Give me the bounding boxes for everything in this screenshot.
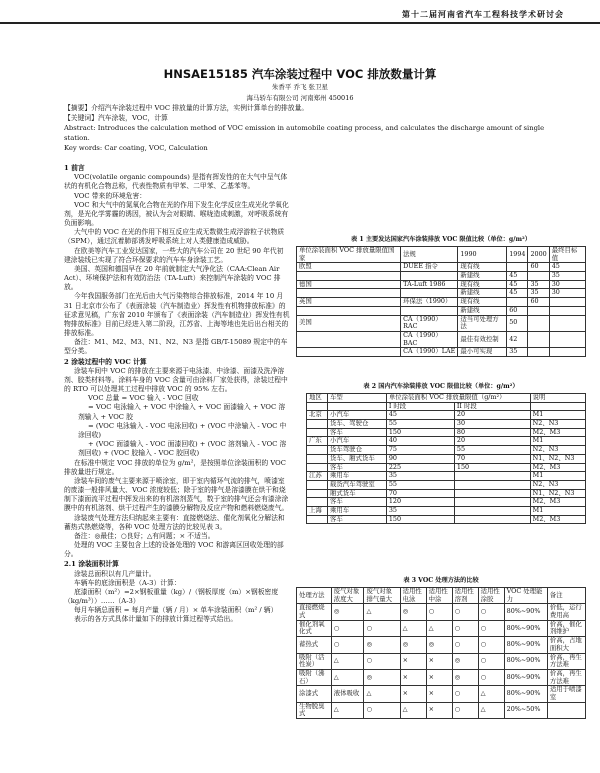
table1-cell: 60 [507,306,528,315]
table1-row [297,306,586,315]
table3-cell: 20%~50% [504,702,547,718]
table3-cell: △ [478,686,504,702]
table1-cell: 最佳有效控制 [458,331,507,347]
table3-row [297,653,586,669]
table1-cell [401,272,458,281]
table2-cell: 小汽车 [328,411,387,420]
table2-cell: 广东 [307,437,328,446]
table2-cell [307,420,328,429]
paragraph: VOC 和大气中的氮氧化合物在光的作用下发生化学反应生成光化学氧化剂，是光化学雾霾的诱因，被认为会对眼睛、喉咙造成刺激，对呼吸系统有负面影响。 [64,200,289,228]
table2-cell: 载货汽车驾驶室 [328,480,387,489]
table3-cell: × [400,669,426,685]
table2-cell [307,480,328,489]
table3-row [297,702,586,718]
table2-cell: 货车、厢式货车 [328,454,387,463]
table2-cell: 55 [454,446,530,455]
table3-cell: △ [364,604,400,620]
left-column [64,163,290,769]
table2-cell [307,515,328,524]
table1-cell: 35 [528,289,549,298]
table1-row [297,348,586,357]
table1-caption: 表 1 主要发达国家汽车涂装排放 VOC 限值比较（单位：g/m²） [351,236,531,243]
table3-cell: △ [400,702,426,718]
paragraph: 在标准中规定 VOC 排放的单位为 g/m²，是按照单位涂装面积的 VOC 排放量进行规定。 [64,458,286,476]
table2-cell: 上海 [307,506,328,515]
table2-cell: 150 [454,463,530,472]
table1-cell: 新建线 [458,289,507,298]
table2-cell: 30 [454,420,530,429]
table1-header-cell: 2000 [528,247,549,263]
table3-cell: 价高，再生方法难 [547,653,585,669]
table2-cell: 75 [386,446,454,455]
paragraph: 涂装车间的废气主要来源于喷涂室，即于室内循环气流的排气，喷漆室的废漆一般排风量大、VOC 浓度较低；除于室的排气是溶漆膜在烘干和烧制下漆面流平过程中挥发出来的有机溶剂蒸气，数于室的排气还会有漆涂涂膜中的有机溶剂、烘干过程产生的漆膜分解物及反应产物和燃料燃烧废气。 [64,476,289,513]
table3-row [297,620,586,636]
table3-cell: × [400,653,426,669]
table2-cell: N2、N3 [530,420,585,429]
table2-subheader-cell: II 时段 [454,402,530,411]
equation: = VOC 电泳输入 + VOC 中涂输入 + VOC 面漆输入 + VOC 溶剂输入 + VOC 胶 [78,403,286,421]
table3-cell: 80%~90% [504,669,547,685]
table2-cell: 货车、驾驶仓 [328,420,387,429]
table3-header-cell: VOC 处理能力 [504,588,547,604]
table3-cell: 生物脱臭式 [297,702,332,718]
table1-cell: 30 [549,280,585,289]
table1-cell: CA（1990）BAC [401,331,458,347]
table2-cell: 客车 [328,515,387,524]
table2-row [307,454,586,463]
paragraph: VOC 带来的环境危害： [74,191,147,200]
table3-row [297,686,586,702]
section-heading: 2.1 涂装面积计算 [64,560,119,569]
affiliation: 海马轿车有限公司 河南郑州 450016 [246,94,354,102]
table2-cell: 乘用车 [328,506,387,515]
table2-cell: N2、N3 [530,480,585,489]
table2-cell: 120 [386,498,454,507]
paragraph: 表示的各方式具体计量如下的排放计算过程等式给出。 [74,615,238,624]
table2-cell: M1 [530,411,585,420]
table1-header-cell: 单位涂装面积 VOC 排放量限值国家 [297,247,401,263]
paragraph: 大气中的 VOC 在光的作用下相互反应生成无数微生成浮游粒子状物质（SPM），通过沉着肺部诱发呼吸系统上对人类健康造成威胁。 [64,228,285,246]
table3-cell: ○ [452,637,478,653]
authors: 朱香平 乔飞 张卫星 [271,83,329,91]
table1-header-row [297,247,586,263]
table3-row [297,604,586,620]
table3-cell: ○ [452,604,478,620]
table1-cell: 德国 [297,280,401,289]
table3-cell: 80%~90% [504,604,547,620]
table2-cell: M1 [530,437,585,446]
table2-header-cell: 地区 [307,394,328,403]
equation: + (VOC 面漆输入 - VOC 面漆回收) + (VOC 溶剂输入 - VOC 溶剂回收) + (VOC 胶输入 - VOC 胶回收) [78,440,287,458]
table3-cell: △ [331,669,364,685]
table2-cell: 小汽车 [328,437,387,446]
table3-header-cell: 适用性 中涂 [426,588,452,604]
keywords-en: Key words: Car coating, VOC, Calculation [64,143,208,152]
table2-row [307,515,586,524]
table2-header-cell: 说明 [530,394,585,403]
table2-cell: N1、N2、N3 [530,454,585,463]
abstract-cn: 【摘要】介绍汽车涂装过程中 VOC 排放量的计算方法，实例计算单台的排放量。 [64,104,309,112]
table2-cell: M2、M3 [530,428,585,437]
paragraph: 备注：M1、M2、M3、N1、N2、N3 是指 GB/T-15089 规定中的车型分类。 [64,338,288,356]
table2-cell: M1 [530,472,585,481]
table3-cell: △ [364,686,400,702]
table1-cell: 欧盟 [297,263,401,272]
table3-cell: ○ [452,620,478,636]
table2-cell: 90 [386,454,454,463]
table3-cell: 吸附（活性炭） [297,653,332,669]
table1-row [297,272,586,281]
table3-header-cell: 适用性 溶剂 [452,588,478,604]
table3-cell: △ [426,620,452,636]
table2-cell: 80 [454,428,530,437]
paragraph: 底漆面积（m²）=2×钢板重量（kg）/（钢板厚度（m）×钢板密度（kg/m³））……（A-3） [64,587,279,606]
table3-header-cell: 废气对象 浓度大 [331,588,364,604]
table3-cell: 价高，占地面积大 [547,637,585,653]
paragraph: VOC(volatile organic compounds) 是指有挥发性的在大气中呈气体状的有机化合物总称，代表性物质有甲苯、二甲苯、乙基苯等。 [64,173,288,191]
table3-cell: ○ [478,620,504,636]
table2-cell: 货车驾驶仓 [328,446,387,455]
table2-cell: 150 [386,428,454,437]
table3-cell: ○ [452,702,478,718]
table1-cell: 45 [507,280,528,289]
table1-cell [297,306,401,315]
table1-cell: 新建线 [458,306,507,315]
table3-header-cell: 备注 [547,588,585,604]
table2-cell: 厢式货车 [328,489,387,498]
table1-cell: 30 [549,289,585,298]
table2-cell: 150 [386,515,454,524]
table3-cell: 80%~90% [504,637,547,653]
table3-cell: × [426,669,452,685]
table1-cell: 英国 [297,298,401,307]
table2-header-cell: 单位涂装面积 VOC 排放量限值（g/m²） [386,394,530,403]
table3-header-cell: 处理方法 [297,588,332,604]
table2-cell: 55 [386,420,454,429]
table2-cell: 客车 [328,463,387,472]
table1-cell: 50 [507,315,528,331]
table2-cell: M2、M3 [530,463,585,472]
table2-cell: 乘用车 [328,472,387,481]
table3-cell: ○ [478,653,504,669]
table2-row [307,506,586,515]
table2-row [307,446,586,455]
table3-row [297,637,586,653]
table1-cell: 42 [507,331,528,347]
table3-cell: ◎ [364,669,400,685]
paragraph: 涂装总面积以有几产量计。 [74,569,156,578]
table1-cell: 60 [528,263,549,272]
table1-cell [401,306,458,315]
paragraph: 车辆车的底涂面积是（A-3）计算： [74,578,181,587]
journal-name: 第十二届河南省汽车工程科技学术研讨会 [402,9,564,19]
table3-header-cell: 适用性 涂胶 [478,588,504,604]
table2-cell: 70 [454,454,530,463]
table2-cell: 20 [454,411,530,420]
table3-row [297,669,586,685]
table2-cell: M2、M3 [530,515,585,524]
table1-cell: 35 [528,280,549,289]
section-heading: 1 前言 [64,164,85,172]
table2-caption: 表 2 国内汽车涂装排放 VOC 限值比较（单位：g/m²） [363,383,519,390]
keywords-cn: 【关键词】汽车涂装，VOC，计算 [64,114,168,123]
table2-cell [454,489,530,498]
table2-cell [454,480,530,489]
table2-cell: N2、N3 [530,446,585,455]
table2-cell: 45 [386,411,454,420]
table3-cell: ○ [478,604,504,620]
table3-cell: ◎ [426,637,452,653]
table1-cell: 现有线 [458,280,507,289]
table2-cell: 40 [386,437,454,446]
paper-title: HNSAE15185 汽车涂装过程中 VOC 排放数量计算 [163,67,437,81]
table1-row [297,315,586,331]
table3-cell: × [426,653,452,669]
table1-cell: 适当可处理方法 [458,315,507,331]
table3-cell: 涂漆式 [297,686,332,702]
table1-cell: 45 [507,289,528,298]
table1-cell: 现有线 [458,263,507,272]
paragraph: 在欧美等汽车工业发达国家，一些大的汽车公司在 20 世纪 90 年代初建涂装线已实现了符合环保要求的汽车车身涂装工艺。 [64,246,284,264]
table3-cell: ○ [478,637,504,653]
table3-cell: 80%~90% [504,620,547,636]
table2-cell [454,515,530,524]
table3-cell: ○ [331,620,364,636]
table1-cell: 环保法（1990） [401,298,458,307]
table2-cell: 客车 [328,428,387,437]
table3-cell: ◎ [331,604,364,620]
table3-cell: × [400,686,426,702]
paragraph: 处理的 VOC 主要包含上述的设备处理的 VOC 和游离区回收处理的部分。 [64,541,284,559]
table2-header-cell: 车型 [328,394,387,403]
table3-header-row [297,588,586,604]
table1-cell [528,272,549,281]
table1-cell: CA（1990）LAE [401,348,458,357]
table3-cell: 80%~90% [504,653,547,669]
table1 [296,246,586,357]
table2-cell [307,446,328,455]
table2-cell: 55 [386,480,454,489]
table3-cell: ◎ [400,604,426,620]
table1-cell [549,306,585,315]
table1-cell [549,315,585,331]
table3-cell: 液体吸收 [331,686,364,702]
table1-header-cell: 法规 [401,247,458,263]
table2-cell: M1 [530,506,585,515]
table3-cell: 80%~90% [504,686,547,702]
table2-cell [307,489,328,498]
table3-cell: ◎ [452,669,478,685]
table3-cell: ○ [331,637,364,653]
table2-cell [454,498,530,507]
table3-cell: △ [331,653,364,669]
table3-cell: ○ [478,669,504,685]
table3-cell: × [426,686,452,702]
table3-cell: ◎ [364,637,400,653]
table2-cell: 20 [454,437,530,446]
table2-cell: 70 [386,489,454,498]
paragraph: 涂装车间中 VOC 的排放在主要来源于电泳漆、中涂漆、面漆及洗净溶剂、胶类材料等。涂料车身的 VOC 含量可由涂料厂家处获得，涂装过程中的 RTO 可以处理其工过程中排放 VOC 的 95% 左右。 [64,366,288,394]
table1-cell [528,331,549,347]
table1-cell: 新建线 [458,272,507,281]
table3-cell: 吸附（沸石） [297,669,332,685]
table1-cell [528,348,549,357]
table2-cell: 35 [386,506,454,515]
table1-cell: TA-Luft 1986 [401,280,458,289]
table3-header-cell: 废气对象 排气量大 [364,588,400,604]
table1-cell: 35 [549,272,585,281]
table1-cell: 最小可实现 [458,348,507,357]
table1-cell: 45 [549,263,585,272]
table3-cell: ◎ [400,637,426,653]
table1-header-cell: 1994 [507,247,528,263]
table1-cell [528,315,549,331]
table1-cell [549,331,585,347]
table2-header-row [307,394,586,403]
table2-cell [454,472,530,481]
table3-cell: ○ [364,620,400,636]
table1-cell [528,306,549,315]
table2-cell [454,506,530,515]
table1-row [297,280,586,289]
section-heading: 2 涂装过程中的 VOC 计算 [64,357,147,366]
table3-cell: △ [478,702,504,718]
table1-cell [507,298,528,307]
table1-row [297,331,586,347]
table3-cell: ◎ [452,653,478,669]
paragraph: 美国、英国和德国早在 20 年前就制定大气净化法（CAA:Clean Air Act）、环境保护法和有效防治法（TA-Luft）来控制汽车涂装的 VOC 排放。 [64,264,281,292]
table2 [306,393,586,524]
table2-cell: N1、N2、N3 [530,489,585,498]
running-header [0,0,600,26]
table1-row [297,298,586,307]
table3-caption: 表 3 VOC 处理方法的比较 [403,577,479,584]
paragraph: 备注：◎最佳；○良好；△有问题；× 不适当。 [74,531,215,540]
table3 [296,587,586,719]
table3-cell: ○ [364,653,400,669]
table3-cell [547,702,585,718]
table1-cell [297,289,401,298]
table2-row [307,420,586,429]
table3-cell: ○ [426,604,452,620]
table1-cell: 60 [528,298,549,307]
table1-cell [297,272,401,281]
table3-cell: 蓄热式 [297,637,332,653]
table2-subheader-cell: I 时段 [386,402,454,411]
table2-cell: M2、M3 [530,498,585,507]
table3-cell: ○ [364,702,400,718]
table1-cell: 现有线 [458,298,507,307]
table2-cell: 北京 [307,411,328,420]
table1-row [297,263,586,272]
table1-cell: 45 [507,272,528,281]
table3-cell: 价高，再生方法难 [547,669,585,685]
table1-cell: DUEE 指令 [401,263,458,272]
table3-cell: 催化剂氧化式 [297,620,332,636]
table1-cell [297,331,401,347]
table1-cell: 美国 [297,315,401,331]
abstract-block [64,104,569,154]
table3-cell: △ [331,702,364,718]
table3-cell: 适用于喷漆室 [547,686,585,702]
paragraph: 每月车辆总面积 = 每月产量（辆 / 月）× 单车涂装面积（m² / 辆） [74,606,278,615]
table2-row [307,480,586,489]
table2-cell: 35 [386,472,454,481]
equation: = (VOC 电泳输入 - VOC 电泳回收) + (VOC 中涂输入 - VOC 中涂回收) [78,421,287,439]
table2-cell: 江苏 [307,472,328,481]
table1-header-cell: 1990 [458,247,507,263]
table3-header-cell: 适用性 电泳 [400,588,426,604]
table1-cell: CA（1990）RAC [401,315,458,331]
table3-cell: ○ [452,686,478,702]
table1-cell [297,348,401,357]
table3-cell: 直接燃烧式 [297,604,332,620]
table1-cell [549,348,585,357]
table1-cell: 35 [507,348,528,357]
abstract-en: Abstract: Introduces the calculation method of VOC emission in automobile coating process, and calculates the discharge amount of single station. [64,124,545,142]
table1-cell [549,298,585,307]
table3-cell: 价低，运行费用高 [547,604,585,620]
table3-cell: 价高，催化剂维护 [547,620,585,636]
table1-header-cell: 最终目标值 [549,247,585,263]
equation: VOC 总量 = VOC 输入 - VOC 回收 [88,394,199,403]
paragraph: 今年我国服务部门在光后由大气污染物综合排放标准，2014 年 10 月 31 日北京市公布了《表面涂装（汽车制造业）挥发性有机物排放标准》的征求意见稿，广东省 2010 年颁布了《表面涂装（汽车制造业）挥发性有机物排放标准》目前已经进入第二阶段，江苏省、上海等地也先后出台相关的排放标准。 [64,292,290,338]
table2-cell: 225 [386,463,454,472]
table2-cell: 客车 [328,498,387,507]
table3-cell: △ [400,620,426,636]
paragraph: 涂装废气处理方法归纳起来主要有：直接燃烧法、催化剂氧化分解法和蓄热式热燃烧等，各种 VOC 处理方法的比较见表 3。 [64,513,285,531]
table2-cell [307,454,328,463]
table3-cell: × [426,702,452,718]
